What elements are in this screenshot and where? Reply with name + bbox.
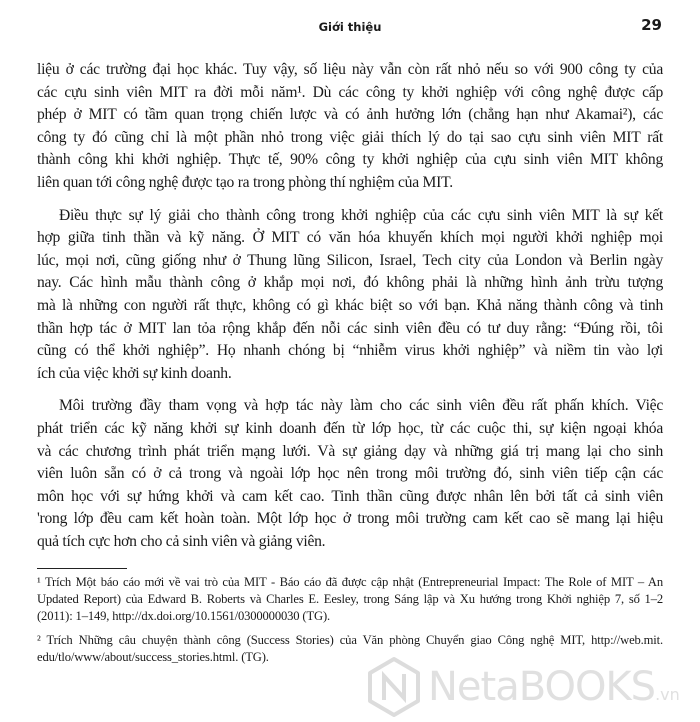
text-line: thần hợp tác ở MIT lan tỏa rộng khắp đến nỗi các sinh viên đều có tư duy rằng: “Đúng rồi, tôi [37, 319, 663, 337]
text-line: mà là những con người rất thực, không có gì khác biệt so với bạn. Khả năng thành công và tinh [37, 296, 663, 314]
paragraph-2 [37, 205, 663, 386]
watermark [366, 656, 680, 718]
text-line: Điều thực sự lý giải cho thành công trong khởi nghiệp của các cựu sinh viên MIT là sự kết [59, 206, 663, 224]
text-line: ích của việc khởi sự kinh doanh. [37, 364, 232, 382]
text-line: quả tích cực hơn cho cả sinh viên và giảng viên. [37, 532, 326, 550]
paragraph-1 [37, 59, 663, 195]
text-line: lúc, mọi nơi, cũng giống như ở Thung lũng Silicon, Israel, Tech city của London và Berlin ngày [37, 251, 663, 269]
footnote-line: ² Trích Những câu chuyện thành công (Success Stories) của Văn phòng Chuyển giao Công nghệ MIT, http://web.mit. [37, 633, 663, 647]
text-line: và các chương trình phát triển mạng lưới. Và sự giảng dạy và những giá trị mang lại cho sinh [37, 442, 663, 460]
footnote-line: edu/tlo/www/about/success_stories.html. (TG). [37, 650, 269, 664]
netabooks-logo-icon [366, 656, 422, 718]
footnote-line: ¹ Trích Một báo cáo mới về vai trò của MIT - Báo cáo đã được cập nhật (Entrepreneurial Impact: The Role of MIT – An [37, 575, 663, 589]
text-line: nay. Các hình mẫu thành công ở khắp mọi nơi, đó không phải là những hình ảnh trừu tượng [37, 274, 663, 292]
text-line: môn học với sự hứng khởi và cam kết cao. Tinh thần cũng được nhân lên bởi tất cả sinh viên [37, 487, 663, 505]
page-number: 29 [641, 16, 662, 34]
text-line: thành công khi khởi nghiệp. Thực tế, 90% công ty khởi nghiệp của cựu sinh viên MIT không [37, 151, 663, 169]
footnote-divider [37, 568, 127, 569]
paragraph-3 [37, 395, 663, 553]
text-line: phép ở MIT có tầm quan trọng chiến lược và có ảnh hưởng lớn (chẳng hạn như Akamai²), các [37, 106, 663, 124]
watermark-text: NetaBOOKS [428, 664, 656, 710]
text-line: cũng có thể khởi nghiệp”. Họ nhanh chóng bị “nhiễm virus khởi nghiệp” và niềm tin vào lợi [37, 342, 663, 360]
footnote-line: Updated Report) của Edward B. Roberts và Charles E. Eesley, trong Sáng lập và Xu hướng trong Khởi nghiệp 7, số 1–2 [37, 592, 663, 606]
text-line: phát triển các kỹ năng khởi sự kinh doanh đến từ lớp học, từ các cuộc thi, sự kiện ngoại khóa [37, 419, 663, 437]
text-line: 'rong lớp đều cam kết hoàn toàn. Một lớp học ở trong môi trường cam kết cao sẽ mang lại hiệu [37, 510, 663, 528]
footnote-1 [37, 574, 663, 625]
text-line: viên luôn sẵn có ở cả trong và ngoài lớp học nên trong môi trường đó, sinh viên tiếp cận các [37, 465, 663, 483]
text-line: liên quan tới công nghệ được tạo ra trong phòng thí nghiệm của MIT. [37, 173, 453, 191]
text-line: Môi trường đầy tham vọng và hợp tác này làm cho các sinh viên đều rất phấn khích. Việc [59, 397, 663, 415]
running-header-title: Giới thiệu [318, 20, 382, 34]
text-line: công ty đó cũng chỉ là một phần nhỏ trong việc giải thích lý do tại sao cựu sinh viên MIT rất [37, 128, 663, 146]
text-line: hợp giữa tinh thần và kỹ năng. Ở MIT có văn hóa khuyến khích mọi người khởi nghiệp mọi [37, 229, 663, 247]
watermark-suffix: .vn [655, 685, 680, 704]
text-line: các cựu sinh viên MIT ra đời mỗi năm¹. Dù các công ty khởi nghiệp với công nghệ được cấp [37, 83, 663, 101]
text-line: liệu ở các trường đại học khác. Tuy vậy, số liệu này vẫn còn rất nhỏ nếu so với 900 công ty của [37, 61, 663, 78]
footnote-line: (2011): 1–149, http://dx.doi.org/10.1561/0300000030 (TG). [37, 609, 330, 623]
body-text [37, 59, 663, 553]
